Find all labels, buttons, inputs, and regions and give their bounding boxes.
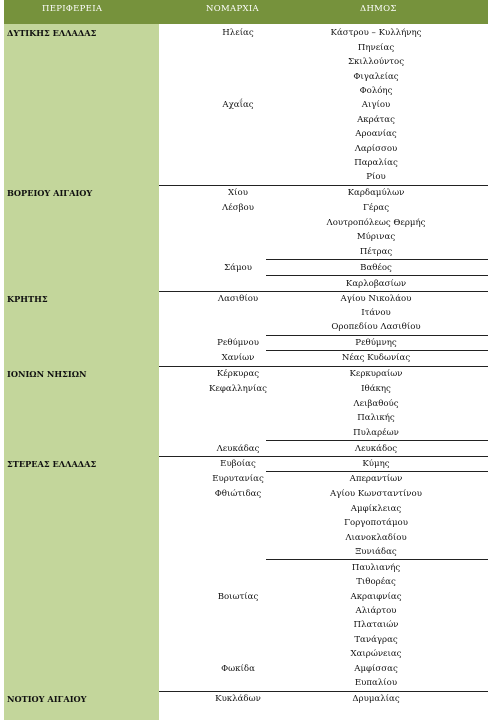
prefecture-label: Ευβοίας bbox=[220, 459, 256, 469]
municipality-cell: Ακραιφνίας bbox=[350, 592, 402, 602]
prefecture-label: Φωκίδα bbox=[221, 664, 255, 674]
row-divider bbox=[266, 559, 488, 560]
municipality-cell: Παλικής bbox=[357, 413, 395, 423]
header-municipality: ΔΗΜΟΣ bbox=[360, 4, 397, 14]
municipality-cell: Αιγίου bbox=[361, 100, 391, 110]
municipality-cell: Πυλαρέων bbox=[353, 428, 399, 438]
municipality-cell: Τανάγρας bbox=[354, 635, 398, 645]
municipality-cell: Ρεθύμνης bbox=[355, 338, 397, 348]
prefecture-label: Χίου bbox=[228, 188, 248, 198]
municipality-cell: Ευπαλίου bbox=[354, 678, 398, 688]
municipality-cell: Αγίου Κωνσταντίνου bbox=[330, 489, 422, 499]
municipality-cell: Τιθορέας bbox=[356, 577, 396, 587]
municipality-cell: Φολόης bbox=[359, 86, 393, 96]
municipality-cell: Πέτρας bbox=[359, 247, 393, 257]
municipality-cell: Αγίου Νικολάου bbox=[340, 294, 412, 304]
region-label: ΚΡΗΤΗΣ bbox=[7, 294, 48, 304]
municipality-cell: Καρλοβασίων bbox=[345, 279, 407, 289]
municipality-cell: Αμφίσσας bbox=[354, 664, 398, 674]
municipality-cell: Ξυνιάδας bbox=[355, 547, 397, 557]
municipality-cell: Φιγαλείας bbox=[353, 72, 399, 82]
prefecture-label: Κέρκυρας bbox=[216, 369, 260, 379]
municipality-cell: Πλαταιών bbox=[353, 620, 399, 630]
row-divider bbox=[266, 350, 488, 351]
municipality-cell: Λευκάδος bbox=[354, 444, 398, 454]
municipality-cell: Λιανοκλαδίου bbox=[345, 533, 407, 543]
municipality-cell: Καρδαμύλων bbox=[347, 188, 405, 198]
region-divider bbox=[159, 366, 488, 367]
municipality-cell: Ιτάνου bbox=[361, 308, 391, 318]
municipality-cell: Αροανίας bbox=[355, 129, 397, 139]
municipality-cell: Παραλίας bbox=[354, 158, 398, 168]
municipality-cell: Χαιρώνειας bbox=[350, 649, 402, 659]
municipality-cell: Λαρίσσου bbox=[354, 144, 398, 154]
municipality-cell: Γοργοποτάμου bbox=[344, 518, 408, 528]
region-label: ΣΤΕΡΕΑΣ ΕΛΛΑΔΑΣ bbox=[7, 459, 97, 469]
prefecture-label: Βοιωτίας bbox=[217, 592, 259, 602]
municipality-cell: Νέας Κυδωνίας bbox=[341, 353, 411, 363]
prefecture-label: Λευκάδας bbox=[216, 444, 260, 454]
region-label: ΙΟΝΙΩΝ ΝΗΣΙΩΝ bbox=[7, 369, 87, 379]
municipality-cell: Βαθέος bbox=[360, 263, 392, 273]
municipalities-table bbox=[4, 0, 488, 720]
region-divider bbox=[159, 291, 488, 292]
municipality-cell: Αλιάρτου bbox=[355, 606, 397, 616]
municipality-cell: Αμφίκλειας bbox=[350, 504, 402, 514]
municipality-cell: Κερκυραίων bbox=[349, 369, 403, 379]
municipality-cell: Παυλιανής bbox=[351, 563, 401, 573]
row-divider bbox=[266, 259, 488, 260]
header-periphery: ΠΕΡΙΦΕΡΕΙΑ bbox=[42, 4, 103, 14]
prefecture-label: Κυκλάδων bbox=[215, 694, 261, 704]
prefecture-label: Χανίων bbox=[221, 353, 255, 363]
prefecture-label: Λέσβου bbox=[222, 203, 254, 213]
prefecture-label: Ηλείας bbox=[222, 28, 254, 38]
municipality-cell: Γέρας bbox=[362, 203, 390, 213]
municipality-cell: Ρίου bbox=[366, 172, 386, 182]
municipality-cell: Κάστρου – Κυλλήνης bbox=[330, 28, 422, 38]
municipality-cell: Λουτροπόλεως Θερμής bbox=[326, 218, 426, 228]
municipality-cell: Οροπεδίου Λασιθίου bbox=[331, 322, 421, 332]
region-divider bbox=[159, 185, 488, 186]
prefecture-label: Αχαΐας bbox=[222, 100, 254, 110]
header-prefecture: ΝΟΜΑΡΧΙΑ bbox=[206, 4, 259, 14]
municipality-cell: Κύμης bbox=[362, 459, 390, 469]
prefecture-label: Λασιθίου bbox=[217, 294, 259, 304]
municipality-cell: Πηνείας bbox=[357, 43, 395, 53]
municipality-cell: Σκιλλούντος bbox=[347, 57, 405, 67]
region-label: ΒΟΡΕΙΟΥ ΑΙΓΑΙΟΥ bbox=[7, 188, 93, 198]
row-divider bbox=[266, 275, 488, 276]
municipality-cell: Δρυμαλίας bbox=[352, 694, 400, 704]
prefecture-label: Ευρυτανίας bbox=[212, 474, 264, 484]
table-header bbox=[4, 0, 488, 24]
row-divider bbox=[266, 335, 488, 336]
prefecture-label: Φθιώτιδας bbox=[214, 489, 262, 499]
municipality-cell: Απεραντίων bbox=[349, 474, 403, 484]
prefecture-label: Κεφαλληνίας bbox=[209, 384, 267, 394]
municipality-cell: Ιθάκης bbox=[361, 384, 391, 394]
prefecture-label: Σάμου bbox=[224, 263, 252, 273]
region-divider bbox=[159, 456, 488, 457]
region-label: ΝΟΤΙΟΥ ΑΙΓΑΙΟΥ bbox=[7, 694, 87, 704]
row-divider bbox=[266, 440, 488, 441]
prefecture-label: Ρεθύμνου bbox=[217, 338, 259, 348]
region-label: ΔΥΤΙΚΗΣ ΕΛΛΑΔΑΣ bbox=[7, 28, 97, 38]
municipality-cell: Μύρινας bbox=[356, 232, 396, 242]
municipality-cell: Ακράτας bbox=[357, 115, 395, 125]
municipality-cell: Λειβαθούς bbox=[353, 399, 399, 409]
row-divider bbox=[266, 471, 488, 472]
region-divider bbox=[159, 691, 488, 692]
